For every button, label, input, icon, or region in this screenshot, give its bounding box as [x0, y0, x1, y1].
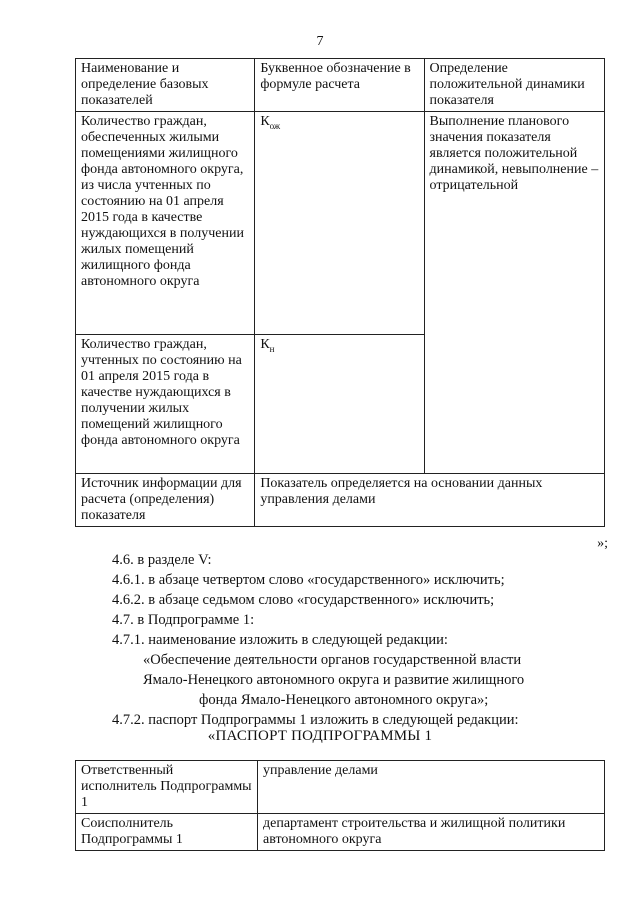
- header-dynamics: Определение положительной динамики показателя: [424, 59, 604, 112]
- header-symbol: Буквенное обозначение в формуле расчета: [255, 59, 424, 112]
- passport-heading: «ПАСПОРТ ПОДПРОГРАММЫ 1: [207, 728, 433, 744]
- amendment-line: Ямало-Ненецкого автономного округа и развитие жилищного: [143, 672, 525, 688]
- header-name: Наименование и определение базовых показателей: [76, 59, 255, 112]
- row2-symbol-base: К: [260, 337, 270, 352]
- table-row: [76, 814, 605, 851]
- amendment-line: 4.7. в Подпрограмме 1:: [112, 612, 255, 628]
- table-row: [76, 761, 605, 814]
- amendment-line: 4.7.2. паспорт Подпрограммы 1 изложить в следующей редакции:: [112, 712, 519, 728]
- row2-symbol-sub: н: [269, 343, 275, 354]
- page-number: 7: [316, 34, 324, 49]
- amendment-line: «Обеспечение деятельности органов государственной власти: [143, 652, 522, 668]
- row2-name: Количество граждан, учтенных по состоянию на 01 апреля 2015 года в качестве нуждающихся в получении жилых помещений жилищного фонда автономного округа: [76, 335, 255, 474]
- passport-table: [75, 760, 605, 851]
- table-header-row: [76, 59, 605, 112]
- passport-row1-label: Ответственный исполнитель Подпрограммы 1: [76, 761, 258, 814]
- row1-dynamics: Выполнение планового значения показателя является положительной динамикой, невыполнение – отрицательной: [424, 112, 604, 474]
- passport-row2-label: Соисполнитель Подпрограммы 1: [76, 814, 258, 851]
- row1-symbol-base: К: [260, 114, 270, 129]
- quote-end: »;: [597, 536, 608, 551]
- amendment-line: 4.6.2. в абзаце седьмом слово «государственного» исключить;: [112, 592, 495, 608]
- table-row: [76, 112, 605, 335]
- row2-symbol: [255, 335, 424, 474]
- table-row: [76, 474, 605, 527]
- indicators-table: [75, 58, 605, 527]
- passport-row1-value: управление делами: [258, 761, 605, 814]
- row1-name: Количество граждан, обеспеченных жилыми помещениями жилищного фонда автономного округа, из числа учтенных по состоянию на 01 апреля 2015 года в качестве нуждающихся в получении жилых помещений жилищного фонда автономного округа: [76, 112, 255, 335]
- row3-name: Источник информации для расчета (определения) показателя: [76, 474, 255, 527]
- row1-symbol-sub: ож: [269, 120, 281, 131]
- amendment-line: 4.6.1. в абзаце четвертом слово «государственного» исключить;: [112, 572, 505, 588]
- row3-value: Показатель определяется на основании данных управления делами: [255, 474, 605, 527]
- amendment-line: 4.6. в разделе V:: [112, 552, 212, 568]
- amendment-line: 4.7.1. наименование изложить в следующей редакции:: [112, 632, 448, 648]
- amendment-line: фонда Ямало-Ненецкого автономного округа»;: [199, 692, 489, 708]
- row1-symbol: [255, 112, 424, 335]
- passport-row2-value: департамент строительства и жилищной политики автономного округа: [258, 814, 605, 851]
